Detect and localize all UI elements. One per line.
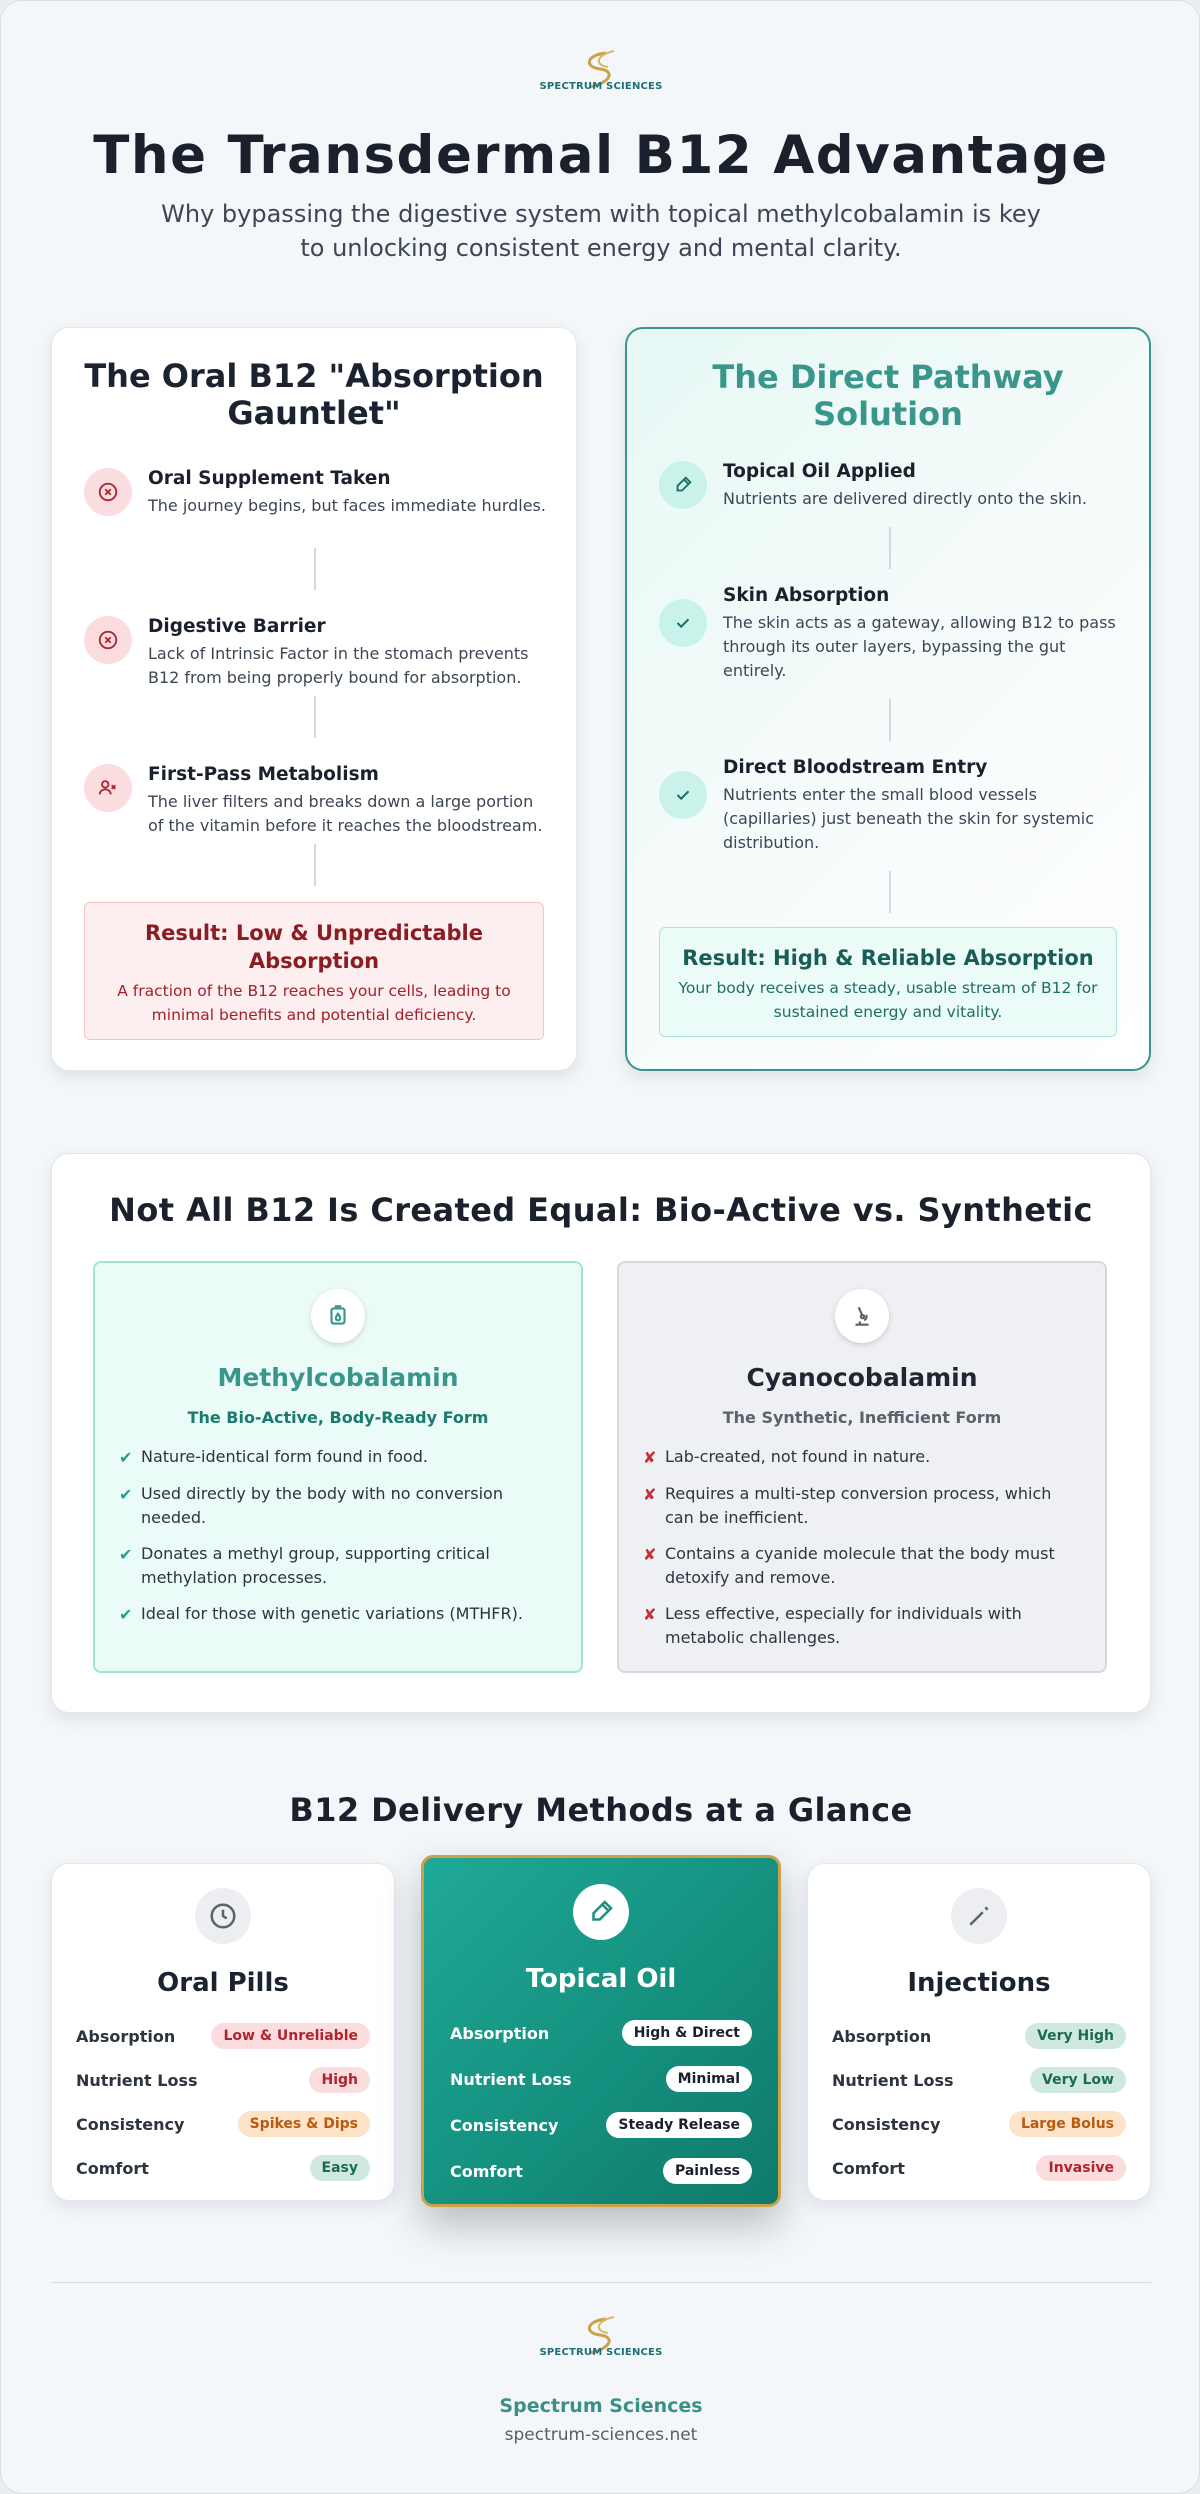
list-item — [643, 1445, 1065, 1470]
method-row — [450, 2056, 752, 2102]
methyl-item-text: Donates a methyl group, supporting critical methylation processes. — [141, 1544, 490, 1587]
direct-result-title: Result: High & Reliable Absorption — [682, 946, 1094, 970]
methyl-item-text: Nature-identical form found in food. — [141, 1447, 428, 1466]
cyano-name: Cyanocobalamin — [746, 1363, 978, 1392]
oral-gauntlet-card — [51, 327, 577, 1071]
method-name: Topical Oil — [525, 1964, 677, 1994]
page-title: The Transdermal B12 Advantage — [93, 125, 1109, 186]
oral-step-2 — [84, 616, 546, 690]
row-label: Comfort — [76, 2158, 149, 2178]
method-row — [832, 2146, 1126, 2190]
oral-result-title: Result: Low & Unpredictable Absorption — [145, 921, 483, 973]
method-row — [76, 2146, 370, 2190]
direct-step-1-text: Nutrients are delivered directly onto the skin. — [723, 489, 1087, 508]
methyl-subtitle: The Bio-Active, Body-Ready Form — [187, 1408, 489, 1427]
method-row — [450, 2102, 752, 2148]
direct-step-3-text: Nutrients enter the small blood vessels (capillaries) just beneath the skin for systemic distribution. — [723, 785, 1095, 852]
method-name: Injections — [907, 1968, 1051, 1998]
x-circle-icon — [84, 616, 132, 664]
methylcobalamin-panel — [93, 1261, 583, 1673]
direct-result-box — [659, 927, 1117, 1037]
iv-bag-icon — [311, 1289, 365, 1343]
direct-pathway-card — [625, 327, 1151, 1071]
list-item — [119, 1482, 541, 1530]
connector-line — [314, 696, 316, 738]
syringe-icon — [951, 1888, 1007, 1944]
dropper-icon — [659, 461, 707, 509]
status-badge: Large Bolus — [1009, 2111, 1126, 2137]
connector-line — [889, 527, 891, 569]
row-label: Nutrient Loss — [832, 2070, 954, 2090]
cyano-item-text: Less effective, especially for individuals with metabolic challenges. — [665, 1604, 1022, 1647]
list-item — [643, 1602, 1065, 1650]
x-circle-icon — [84, 468, 132, 516]
method-name: Oral Pills — [157, 1968, 289, 1998]
direct-card-title: The Direct Pathway Solution — [712, 358, 1064, 433]
direct-step-1-title: Topical Oil Applied — [723, 461, 916, 482]
footer-divider — [51, 2282, 1151, 2283]
methyl-name: Methylcobalamin — [217, 1363, 459, 1392]
methyl-item-text: Ideal for those with genetic variations (MTHFR). — [141, 1604, 523, 1623]
status-badge: Low & Unreliable — [211, 2023, 370, 2049]
row-label: Nutrient Loss — [76, 2070, 198, 2090]
method-row — [76, 2102, 370, 2146]
methods-title: B12 Delivery Methods at a Glance — [289, 1791, 913, 1829]
cyano-item-text: Requires a multi-step conversion process, which can be inefficient. — [665, 1484, 1052, 1527]
logo-text: SPECTRUM SCIENCES — [539, 2347, 663, 2358]
clock-icon — [195, 1888, 251, 1944]
status-badge: Painless — [663, 2158, 752, 2184]
cross-icon: ✘ — [643, 1485, 657, 1504]
oral-step-1-text: The journey begins, but faces immediate hurdles. — [148, 496, 546, 515]
cross-icon: ✘ — [643, 1545, 657, 1564]
row-label: Nutrient Loss — [450, 2069, 572, 2089]
status-badge: Steady Release — [606, 2112, 752, 2138]
dropper-icon — [573, 1884, 629, 1940]
method-row — [76, 2058, 370, 2102]
check-icon: ✔ — [119, 1485, 133, 1504]
footer-brand-name: Spectrum Sciences — [499, 2395, 703, 2417]
microscope-icon — [835, 1289, 889, 1343]
connector-line — [889, 871, 891, 913]
method-row — [832, 2014, 1126, 2058]
list-item — [119, 1542, 541, 1590]
connector-line — [889, 699, 891, 741]
cyano-subtitle: The Synthetic, Inefficient Form — [722, 1408, 1002, 1427]
footer-logo — [1, 2315, 1200, 2358]
row-label: Absorption — [76, 2026, 176, 2046]
status-badge: Invasive — [1036, 2155, 1126, 2181]
oral-step-1 — [84, 468, 546, 518]
oral-step-3-text: The liver filters and breaks down a large portion of the vitamin before it reaches the bloodstream. — [148, 792, 543, 835]
direct-step-2-text: The skin acts as a gateway, allowing B12 to pass through its outer layers, bypassing the gut entirely. — [723, 613, 1116, 680]
list-item — [643, 1482, 1065, 1530]
row-label: Consistency — [832, 2114, 941, 2134]
method-card-injection — [807, 1863, 1151, 2201]
cross-icon: ✘ — [643, 1448, 657, 1467]
row-label: Comfort — [450, 2161, 523, 2181]
direct-step-2 — [659, 585, 1119, 683]
list-item — [643, 1542, 1065, 1590]
status-badge: Easy — [310, 2155, 370, 2181]
method-row — [450, 2010, 752, 2056]
direct-step-2-title: Skin Absorption — [723, 585, 890, 606]
page-subtitle: Why bypassing the digestive system with topical methylcobalamin is key to unlocking consistent energy and mental clarity. — [161, 200, 1041, 262]
direct-step-1 — [659, 461, 1119, 511]
check-icon: ✔ — [119, 1545, 133, 1564]
status-badge: Spikes & Dips — [238, 2111, 370, 2137]
oral-step-3-title: First-Pass Metabolism — [148, 764, 379, 785]
status-badge: High & Direct — [622, 2020, 752, 2046]
direct-step-3 — [659, 757, 1119, 855]
list-item — [119, 1445, 541, 1470]
row-label: Absorption — [450, 2023, 550, 2043]
method-row — [832, 2058, 1126, 2102]
row-label: Consistency — [450, 2115, 559, 2135]
status-badge: High — [309, 2067, 370, 2093]
method-row — [76, 2014, 370, 2058]
logo-text: SPECTRUM SCIENCES — [539, 81, 663, 92]
footer-website-link[interactable]: spectrum-sciences.net — [504, 2425, 698, 2445]
user-x-icon — [84, 764, 132, 812]
check-icon — [659, 599, 707, 647]
check-icon — [659, 771, 707, 819]
method-card-topical — [421, 1855, 781, 2207]
method-row — [450, 2148, 752, 2194]
methyl-benefits-list — [95, 1445, 581, 1627]
cyano-item-text: Contains a cyanide molecule that the body must detoxify and remove. — [665, 1544, 1055, 1587]
oral-card-title: The Oral B12 "Absorption Gauntlet" — [84, 357, 544, 432]
methyl-item-text: Used directly by the body with no conversion needed. — [141, 1484, 503, 1527]
oral-step-3 — [84, 764, 546, 838]
oral-step-2-title: Digestive Barrier — [148, 616, 326, 637]
status-badge: Very High — [1025, 2023, 1126, 2049]
method-card-oral — [51, 1863, 395, 2201]
brand-logo — [1, 49, 1200, 92]
cyano-drawbacks-list — [619, 1445, 1105, 1650]
direct-result-text: Your body receives a steady, usable stream of B12 for sustained energy and vitality. — [678, 979, 1098, 1021]
cyanocobalamin-panel — [617, 1261, 1107, 1673]
direct-step-3-title: Direct Bloodstream Entry — [723, 757, 988, 778]
check-icon: ✔ — [119, 1605, 133, 1624]
cross-icon: ✘ — [643, 1605, 657, 1624]
status-badge: Minimal — [666, 2066, 752, 2092]
oral-result-box — [84, 902, 544, 1040]
row-label: Comfort — [832, 2158, 905, 2178]
status-badge: Very Low — [1030, 2067, 1126, 2093]
oral-step-1-title: Oral Supplement Taken — [148, 468, 391, 489]
cyano-item-text: Lab-created, not found in nature. — [665, 1447, 931, 1466]
row-label: Consistency — [76, 2114, 185, 2134]
check-icon: ✔ — [119, 1448, 133, 1467]
connector-line — [314, 548, 316, 590]
list-item — [119, 1602, 541, 1627]
connector-line — [314, 844, 316, 886]
method-row — [832, 2102, 1126, 2146]
oral-result-text: A fraction of the B12 reaches your cells, leading to minimal benefits and potential deficiency. — [117, 982, 511, 1024]
row-label: Absorption — [832, 2026, 932, 2046]
oral-step-2-text: Lack of Intrinsic Factor in the stomach prevents B12 from being properly bound for absorption. — [148, 644, 529, 687]
comparison-title: Not All B12 Is Created Equal: Bio-Active vs. Synthetic — [109, 1191, 1093, 1229]
